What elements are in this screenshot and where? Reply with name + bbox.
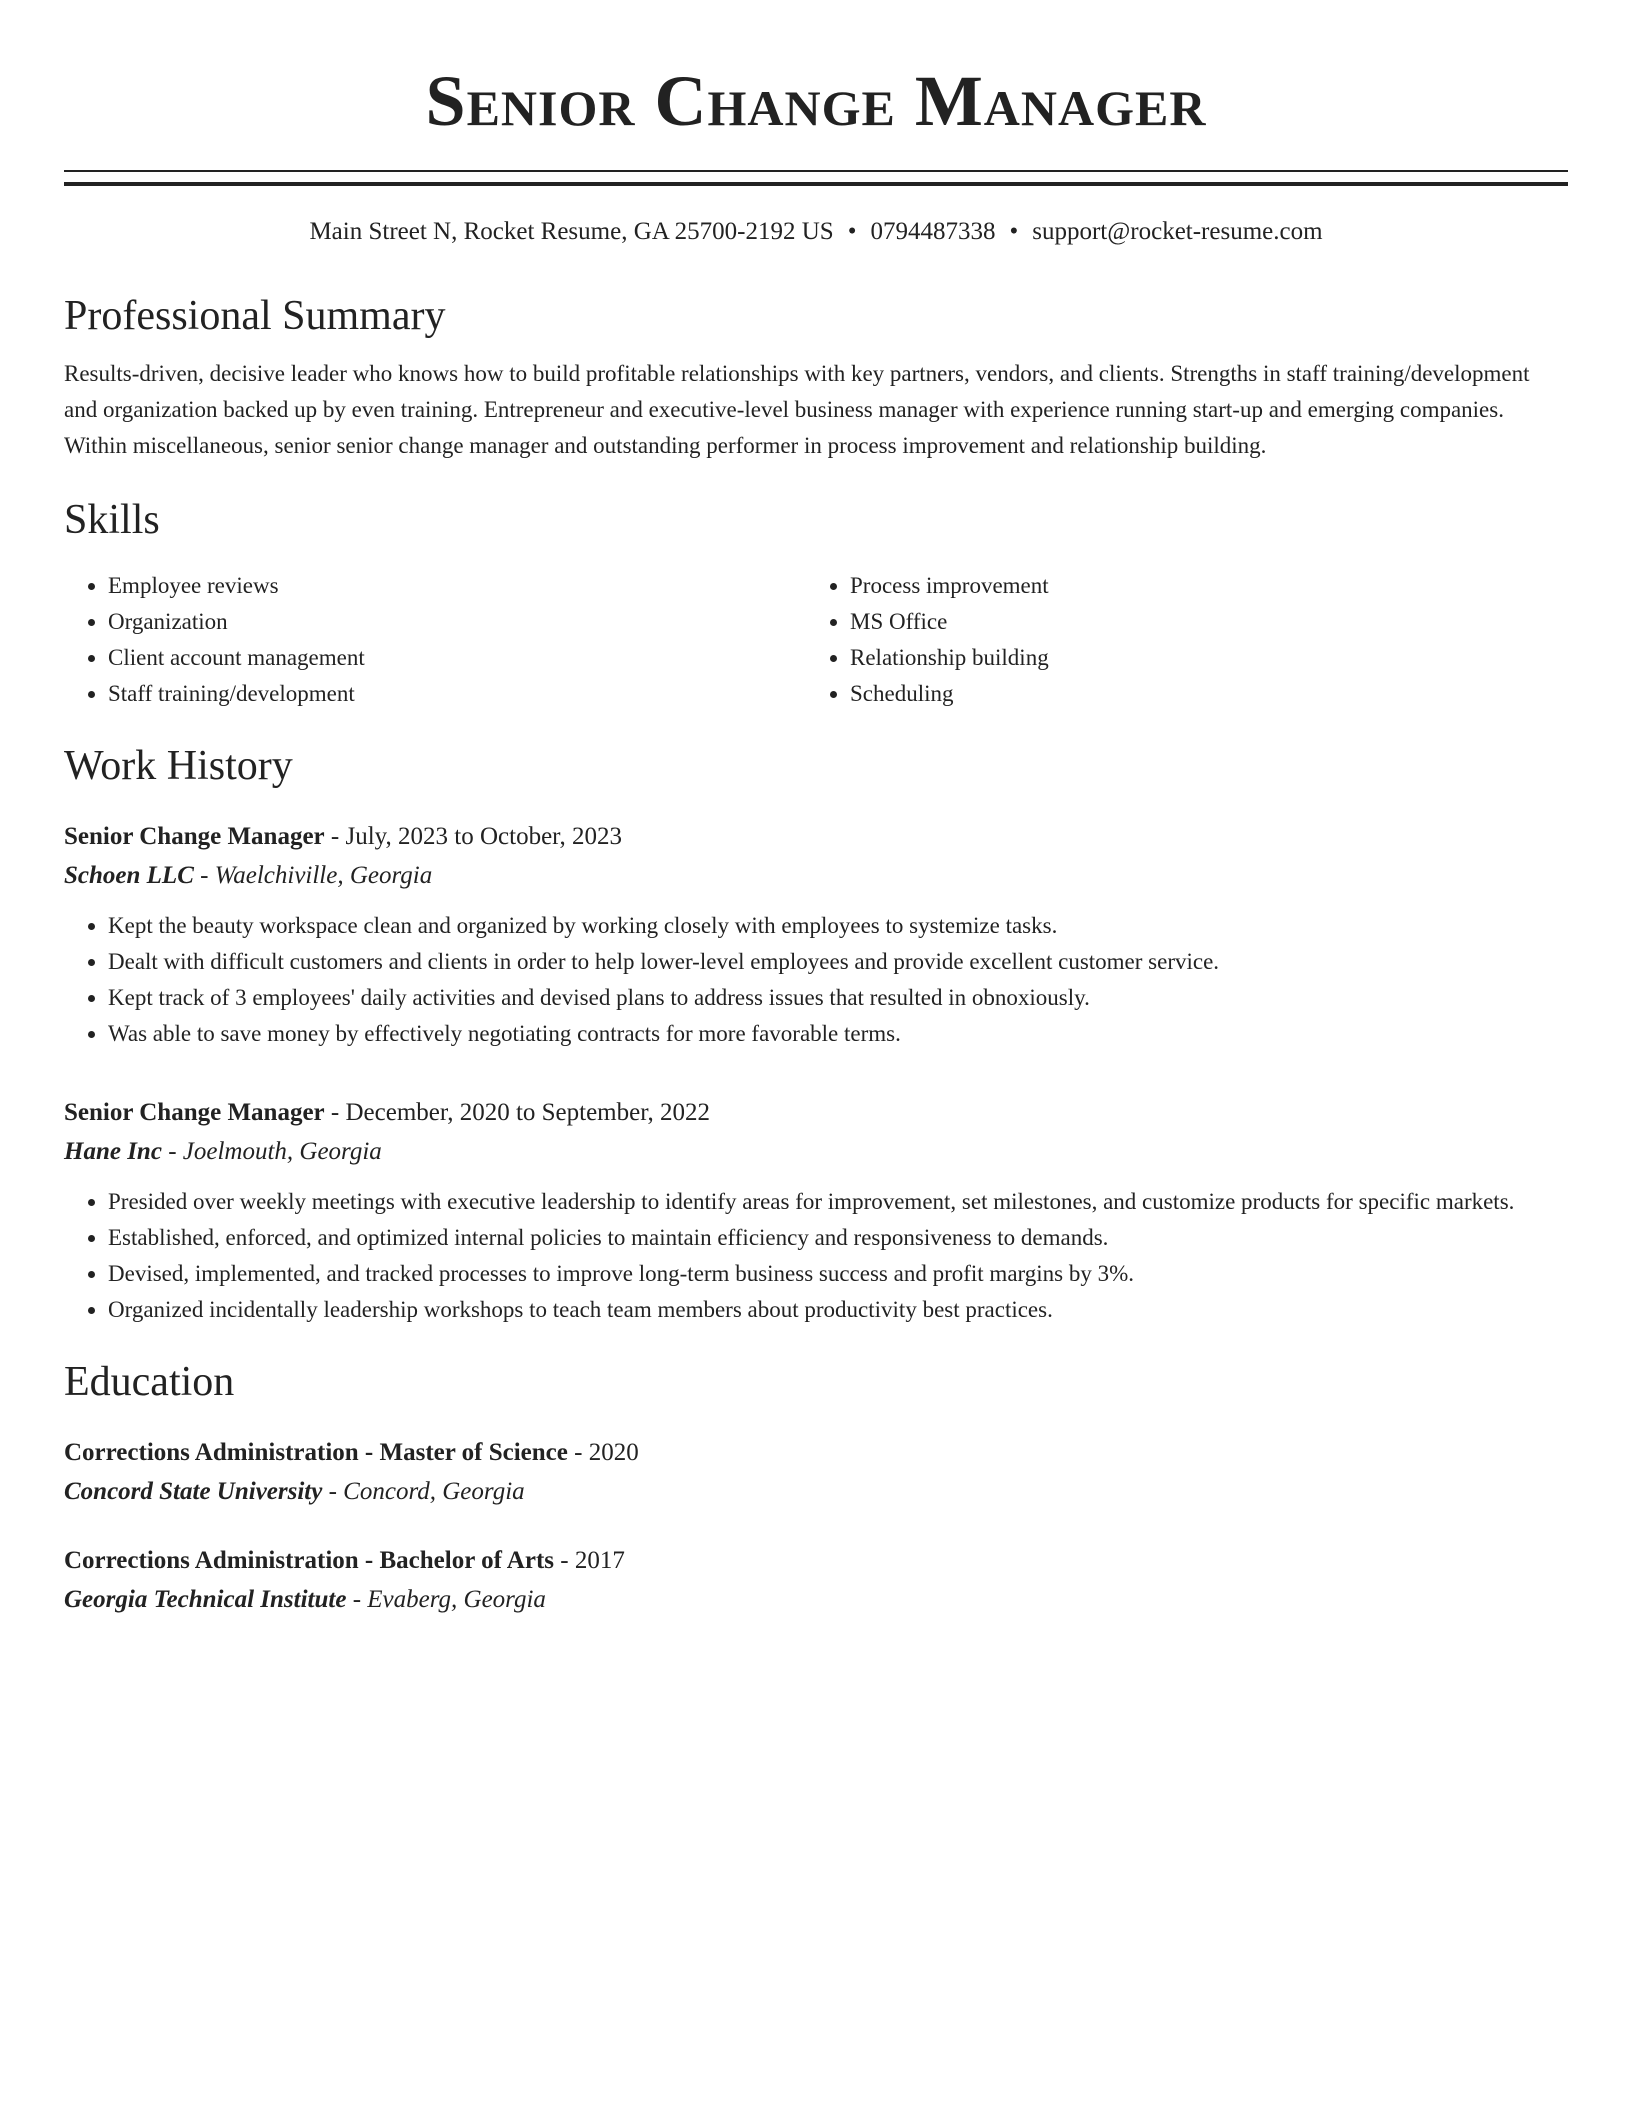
summary-section bbox=[64, 288, 1568, 464]
resume-name: Senior Change Manager bbox=[425, 61, 1207, 141]
education-degree: Master of Science bbox=[379, 1439, 568, 1466]
job-company-line: Schoen LLC - Waelchiville, Georgia bbox=[64, 862, 433, 889]
skill-item: • Client account management bbox=[108, 640, 806, 676]
education-degree-line: Corrections Administration - Bachelor of Arts - 2017 bbox=[64, 1547, 625, 1574]
education-year: 2017 bbox=[574, 1547, 625, 1574]
summary-text: Results-driven, decisive leader who knows how to build profitable relationships with key partners, vendors, and clients. Strengths in staff training/development and organization backed up by even training. Entrepreneur and executive-level business manager with experience running start-up and emerging companies. Within miscellaneous, senior senior change manager and outstanding performer in process improvement and relationship building. bbox=[64, 361, 1530, 458]
job-bullet: • Dealt with difficult customers and clients in order to help lower-level employees and provide excellent customer service. bbox=[108, 944, 1568, 980]
education-school: Concord State University bbox=[64, 1478, 323, 1505]
contact-line bbox=[64, 214, 1568, 250]
job-entry bbox=[64, 818, 1568, 1052]
job-location: Waelchiville, Georgia bbox=[214, 862, 433, 889]
skill-item: • Organization bbox=[108, 604, 806, 640]
skills-list-right bbox=[806, 568, 1548, 712]
summary-heading: Professional Summary bbox=[64, 293, 446, 339]
work-history-heading: Work History bbox=[64, 743, 293, 789]
skills-list-left bbox=[64, 568, 806, 712]
skills-heading: Skills bbox=[64, 497, 160, 543]
job-location: Joelmouth, Georgia bbox=[182, 1138, 382, 1165]
job-title: Senior Change Manager bbox=[64, 823, 325, 850]
job-bullets bbox=[64, 1184, 1568, 1328]
job-bullet: • Devised, implemented, and tracked processes to improve long-term business success and profit margins by 3%. bbox=[108, 1256, 1568, 1292]
header-divider bbox=[64, 170, 1568, 186]
skills-columns bbox=[64, 568, 1568, 712]
job-dates: December, 2020 to September, 2022 bbox=[345, 1099, 711, 1126]
job-bullets bbox=[64, 908, 1568, 1052]
education-field: Corrections Administration bbox=[64, 1547, 359, 1574]
skill-item: • Relationship building bbox=[850, 640, 1548, 676]
job-bullet: • Presided over weekly meetings with executive leadership to identify areas for improvement, set milestones, and customize products for specific markets. bbox=[108, 1184, 1568, 1220]
job-bullet: • Organized incidentally leadership workshops to teach team members about productivity best practices. bbox=[108, 1292, 1568, 1328]
contact-separator: • bbox=[1009, 218, 1019, 245]
contact-address: Main Street N, Rocket Resume, GA 25700-2192 US bbox=[309, 218, 834, 245]
contact-phone: 0794487338 bbox=[870, 218, 996, 245]
education-field: Corrections Administration bbox=[64, 1439, 359, 1466]
education-entry bbox=[64, 1434, 1568, 1512]
education-school: Georgia Technical Institute bbox=[64, 1586, 347, 1613]
job-title-line: Senior Change Manager - December, 2020 to September, 2022 bbox=[64, 1099, 711, 1126]
education-section bbox=[64, 1354, 1568, 1620]
education-degree-line: Corrections Administration - Master of Science - 2020 bbox=[64, 1439, 639, 1466]
education-year: 2020 bbox=[588, 1439, 639, 1466]
education-location: Concord, Georgia bbox=[343, 1478, 525, 1505]
education-degree: Bachelor of Arts bbox=[379, 1547, 555, 1574]
education-school-line: Georgia Technical Institute - Evaberg, Georgia bbox=[64, 1586, 546, 1613]
skill-item: • Scheduling bbox=[850, 676, 1548, 712]
skill-item: • Staff training/development bbox=[108, 676, 806, 712]
education-location: Evaberg, Georgia bbox=[367, 1586, 546, 1613]
skill-item: • MS Office bbox=[850, 604, 1548, 640]
job-company: Schoen LLC bbox=[64, 862, 194, 889]
contact-email: support@rocket-resume.com bbox=[1032, 218, 1323, 245]
job-title-line: Senior Change Manager - July, 2023 to October, 2023 bbox=[64, 823, 622, 850]
job-bullet: • Kept track of 3 employees' daily activities and devised plans to address issues that resulted in obnoxiously. bbox=[108, 980, 1568, 1016]
education-school-line: Concord State University - Concord, Georgia bbox=[64, 1478, 525, 1505]
job-company: Hane Inc bbox=[64, 1138, 162, 1165]
education-heading: Education bbox=[64, 1359, 235, 1405]
education-entry bbox=[64, 1542, 1568, 1620]
skill-item: • Employee reviews bbox=[108, 568, 806, 604]
skill-item: • Process improvement bbox=[850, 568, 1548, 604]
job-bullet: • Established, enforced, and optimized internal policies to maintain efficiency and responsiveness to demands. bbox=[108, 1220, 1568, 1256]
contact-separator: • bbox=[847, 218, 857, 245]
job-dates: July, 2023 to October, 2023 bbox=[345, 823, 622, 850]
skills-section bbox=[64, 492, 1568, 712]
job-bullet: • Was able to save money by effectively negotiating contracts for more favorable terms. bbox=[108, 1016, 1568, 1052]
job-entry bbox=[64, 1094, 1568, 1328]
job-bullet: • Kept the beauty workspace clean and organized by working closely with employees to systemize tasks. bbox=[108, 908, 1568, 944]
work-history-section bbox=[64, 738, 1568, 1328]
job-title: Senior Change Manager bbox=[64, 1099, 325, 1126]
job-company-line: Hane Inc - Joelmouth, Georgia bbox=[64, 1138, 382, 1165]
